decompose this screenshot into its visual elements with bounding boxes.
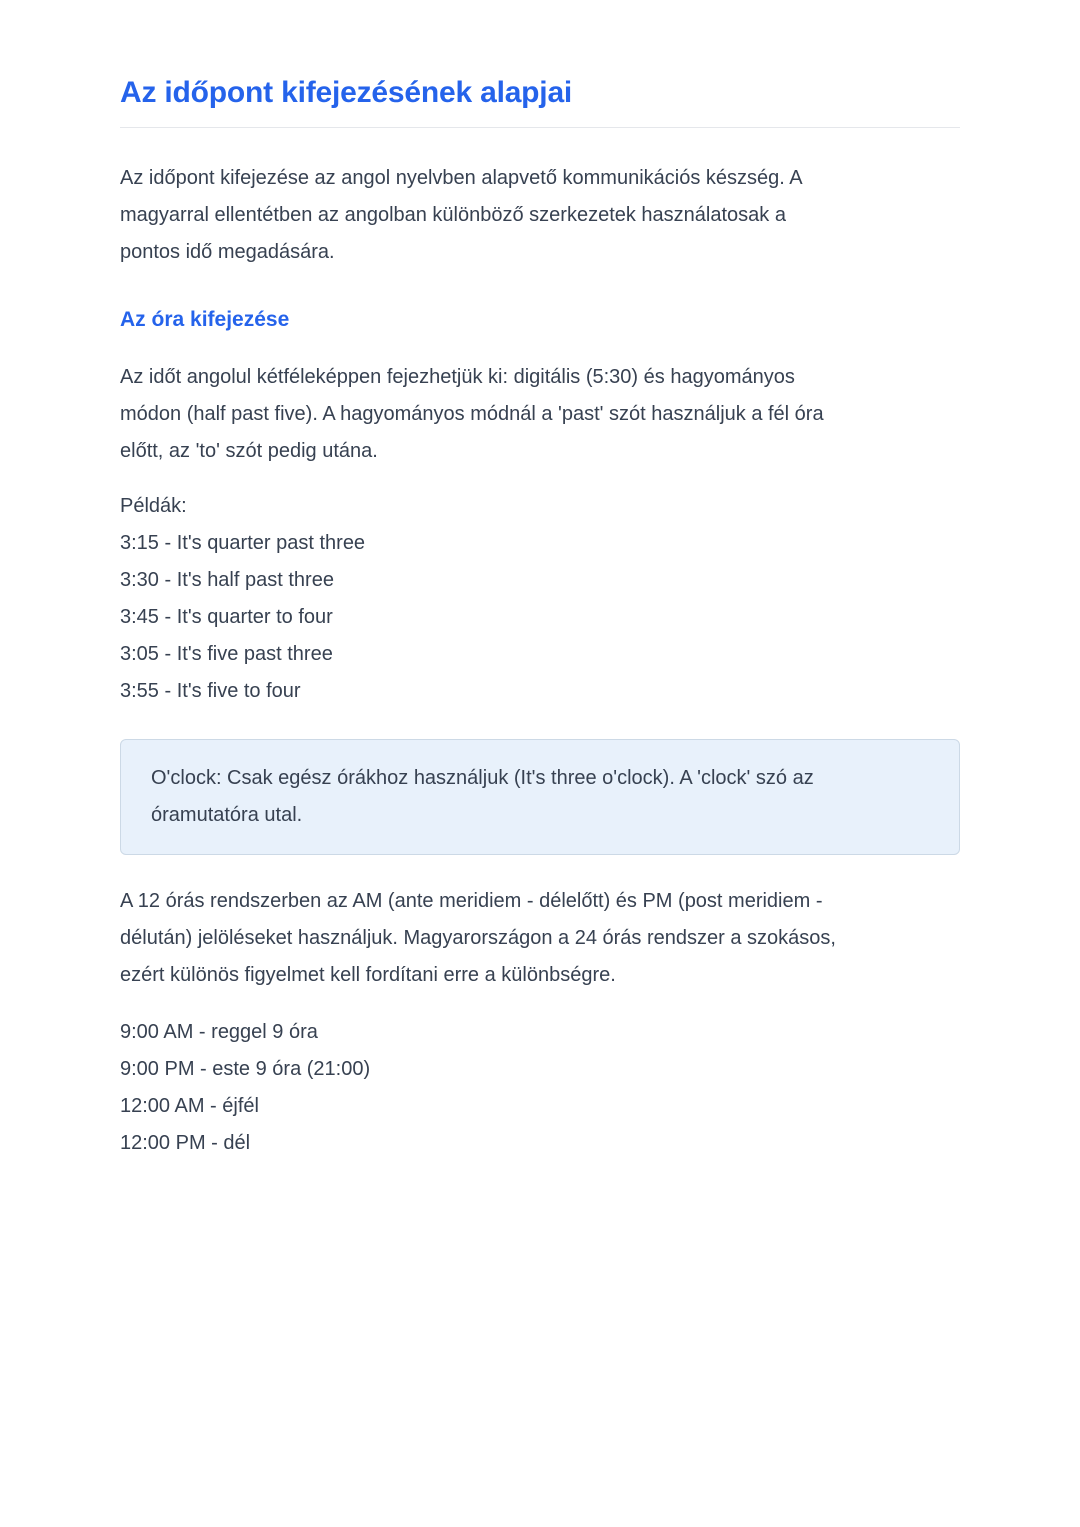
method-paragraph [120,359,960,470]
examples-label: Példák: [120,495,187,517]
callout-line: O'clock: Csak egész órákhoz használjuk (It's three o'clock). A 'clock' szó az [151,767,814,789]
ampm-paragraph-line: A 12 órás rendszerben az AM (ante meridiem - délelőtt) és PM (post meridiem - [120,890,823,912]
time-example-item: 3:05 - It's five past three [120,643,333,665]
method-paragraph-line: módon (half past five). A hagyományos módnál a 'past' szót használjuk a fél óra [120,403,824,425]
page-title: Az időpont kifejezésének alapjai [120,76,960,128]
intro-paragraph-line: magyarral ellentétben az angolban különböző szerkezetek használatosak a [120,204,786,226]
method-paragraph-line: Az időt angolul kétféleképpen fejezhetjük ki: digitális (5:30) és hagyományos [120,366,795,388]
ampm-paragraph-line: délután) jelöléseket használjuk. Magyarországon a 24 órás rendszer a szokásos, [120,927,836,949]
ampm-paragraph-line: ezért különös figyelmet kell fordítani erre a különbségre. [120,964,616,986]
ampm-examples-list [120,1014,960,1162]
ampm-example-item: 12:00 PM - dél [120,1132,251,1154]
time-example-item: 3:30 - It's half past three [120,569,334,591]
section-heading-clock: Az óra kifejezése [120,308,290,331]
callout-line: óramutatóra utal. [151,804,303,826]
time-example-item: 3:15 - It's quarter past three [120,532,366,554]
ampm-example-item: 9:00 PM - este 9 óra (21:00) [120,1058,371,1080]
ampm-example-item: 9:00 AM - reggel 9 óra [120,1021,318,1043]
ampm-example-item: 12:00 AM - éjfél [120,1095,259,1117]
time-examples-block [120,488,960,710]
method-paragraph-line: előtt, az 'to' szót pedig utána. [120,440,378,462]
time-examples-list [120,525,960,710]
intro-paragraph-line: pontos idő megadására. [120,241,335,263]
time-example-item: 3:55 - It's five to four [120,680,301,702]
intro-paragraph-line: Az időpont kifejezése az angol nyelvben alapvető kommunikációs készség. A [120,167,803,189]
oclock-callout-box [120,739,960,855]
time-example-item: 3:45 - It's quarter to four [120,606,333,628]
intro-paragraph [120,160,960,271]
ampm-paragraph [120,883,960,994]
